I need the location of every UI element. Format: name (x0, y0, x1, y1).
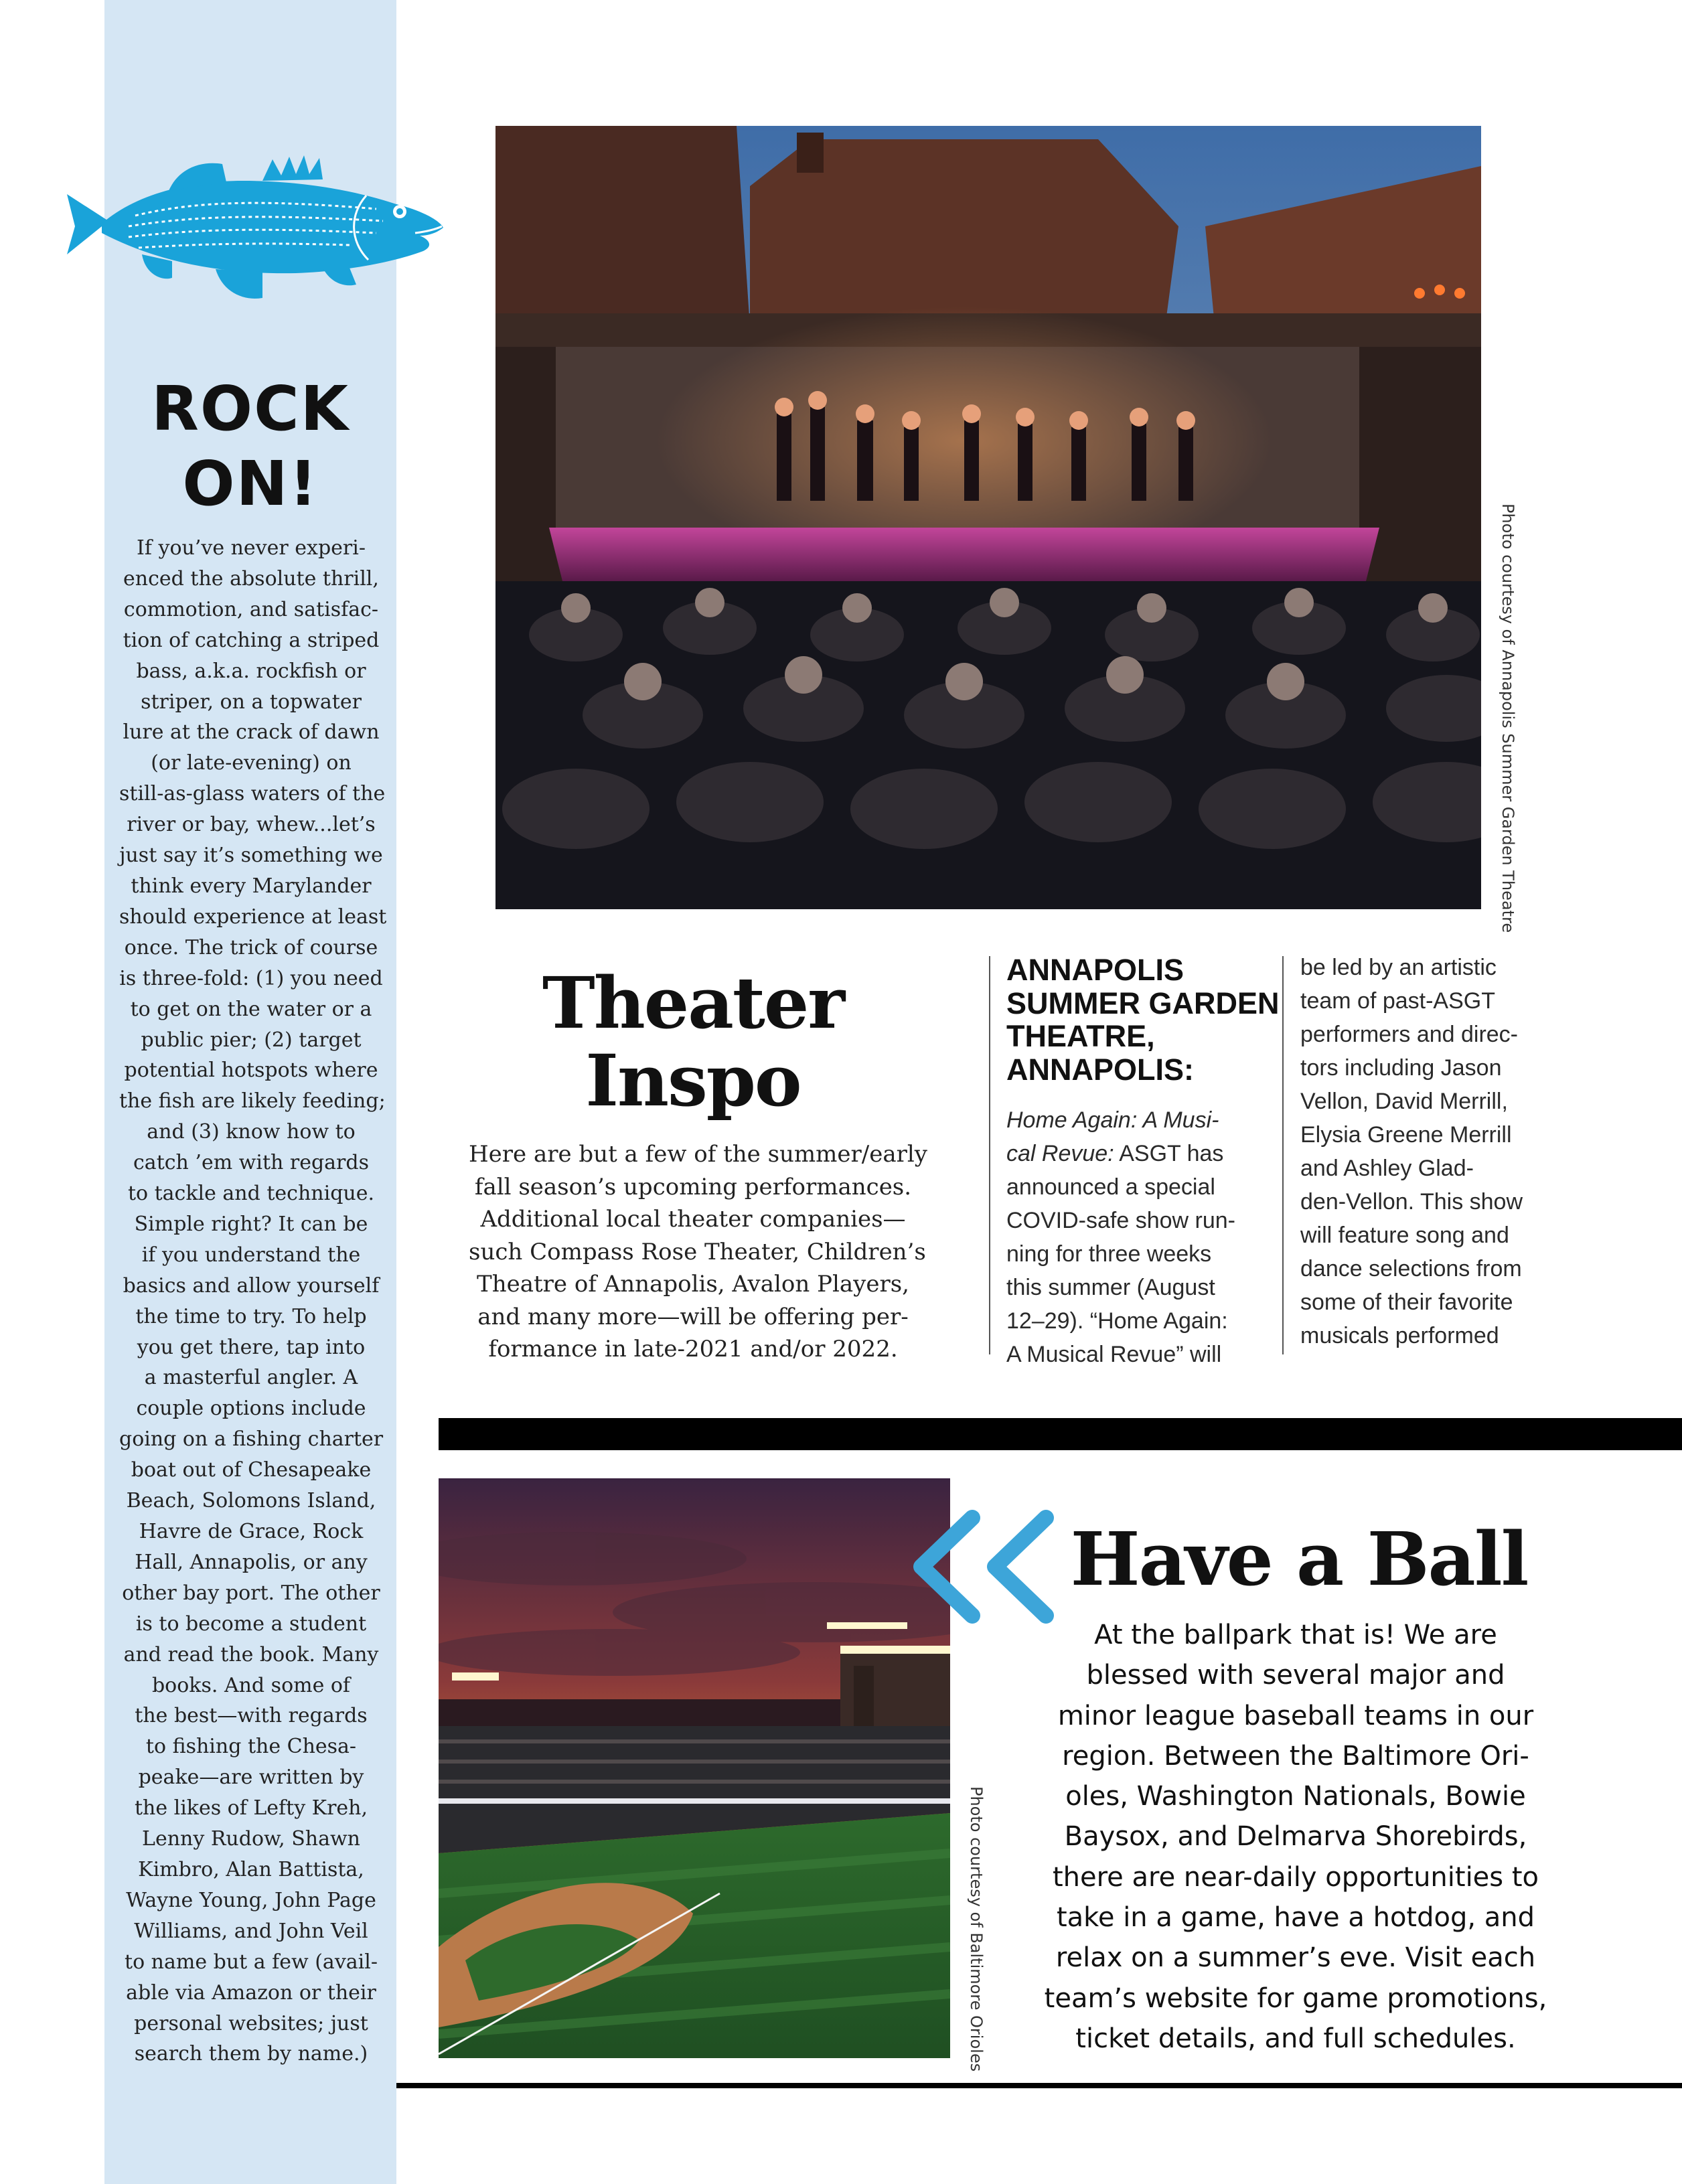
body-line: if you understand the (141, 1243, 361, 1267)
listing-line: Vellon, David Merrill, (1300, 1089, 1508, 1114)
body-line: to get on the water or a (130, 997, 372, 1021)
body-line: (or late-evening) on (151, 751, 352, 775)
heading-line: ANNAPOLIS: (1006, 1052, 1194, 1087)
body-line: personal websites; just (134, 2011, 368, 2035)
body-line: Baysox, and Delmarva Shorebirds, (1064, 1821, 1527, 1853)
listing-line: be led by an artistic (1300, 955, 1497, 980)
baseball-photo-credit: Photo courtesy of Baltimore Orioles (967, 1786, 986, 2072)
have-a-ball-title: Have a Ball (1070, 1516, 1528, 1602)
title-line: Inspo (585, 1038, 801, 1122)
body-line: Simple right? It can be (134, 1212, 368, 1236)
theater-photo-credit: Photo courtesy of Annapolis Summer Garden Theatre (1499, 503, 1517, 933)
body-line: there are near-daily opportunities to (1052, 1861, 1539, 1893)
listing-line: and Ashley Glad- (1300, 1156, 1474, 1181)
body-line: search them by name.) (134, 2042, 368, 2066)
body-line: potential hotspots where (124, 1059, 378, 1083)
show-title: Home Again: A Musi- (1006, 1107, 1219, 1133)
body-line: tion of catching a striped (123, 628, 380, 652)
show-title-line (1006, 1103, 1288, 1137)
listing-line: ning for three weeks (1006, 1241, 1212, 1267)
body-line: Williams, and John Veil (134, 1919, 368, 1943)
body-line: the fish are likely feeding; (119, 1089, 386, 1113)
body-line: river or bay, whew...let’s (127, 813, 376, 837)
body-line: Kimbro, Alan Battista, (138, 1857, 364, 1881)
body-line: to tackle and technique. (127, 1182, 375, 1206)
body-line: you get there, tap into (137, 1335, 366, 1359)
intro-line: such Compass Rose Theater, Children’s (469, 1238, 926, 1265)
listing-line: some of their favorite (1300, 1290, 1513, 1315)
body-line: and read the book. Many (123, 1642, 379, 1666)
theater-photo-art (495, 126, 1481, 909)
body-line: able via Amazon or their (126, 1980, 376, 2005)
body-line: books. And some of (151, 1673, 351, 1697)
title-line: ON! (182, 448, 319, 520)
body-line: once. The trick of course (124, 935, 378, 959)
body-line: the best—with regards (135, 1704, 368, 1728)
body-line: public pier; (2) target (141, 1028, 362, 1052)
intro-line: formance in late-2021 and/or 2022. (488, 1336, 898, 1362)
body-line: just say it’s something we (119, 844, 383, 868)
body-line: region. Between the Baltimore Ori- (1062, 1740, 1529, 1772)
intro-line: and many more—will be offering per- (477, 1303, 909, 1330)
listing-line: 12–29). “Home Again: (1006, 1308, 1228, 1334)
listing-line: team of past-ASGT (1300, 988, 1495, 1014)
body-line: lure at the crack of dawn (123, 720, 380, 745)
listing-line: announced a special (1006, 1174, 1215, 1200)
body-line: If you’ve never experi- (137, 536, 366, 560)
body-line: boat out of Chesapeake (131, 1458, 372, 1482)
listing-line: tors including Jason (1300, 1055, 1502, 1081)
intro-line: Theatre of Annapolis, Avalon Players, (477, 1271, 909, 1298)
body-line: catch ’em with regards (133, 1151, 369, 1175)
body-line: couple options include (136, 1397, 366, 1421)
body-line: oles, Washington Nationals, Bowie (1065, 1781, 1526, 1812)
bottom-rule (396, 2083, 1682, 2088)
intro-line: Additional local theater companies— (480, 1206, 906, 1233)
body-line: is to become a student (135, 1612, 367, 1636)
body-line: striper, on a topwater (141, 690, 362, 714)
listing-line: A Musical Revue” will (1006, 1342, 1222, 1367)
section-divider-band (439, 1418, 1682, 1450)
asgt-listing-column-2 (1300, 951, 1595, 1352)
body-line: peake—are written by (138, 1766, 364, 1790)
body-line: Wayne Young, John Page (126, 1888, 376, 1912)
body-line: blessed with several major and (1086, 1660, 1505, 1691)
asgt-listing-column-1 (1006, 1103, 1288, 1371)
body-line: bass, a.k.a. rockfish or (136, 659, 366, 683)
listing-line: Elysia Greene Merrill (1300, 1122, 1512, 1148)
theater-stage-photo (495, 126, 1481, 909)
body-line: Lenny Rudow, Shawn (142, 1827, 360, 1851)
body-line: Havre de Grace, Rock (139, 1520, 364, 1543)
column-rule (989, 956, 990, 1354)
body-line: Hall, Annapolis, or any (135, 1550, 368, 1574)
heading-line: SUMMER GARDEN (1006, 986, 1280, 1020)
listing-line: will feature song and (1300, 1223, 1509, 1248)
body-line: is three-fold: (1) you need (119, 966, 383, 990)
body-line: commotion, and satisfac- (123, 597, 379, 621)
body-line: going on a fishing charter (119, 1427, 384, 1452)
heading-line: ANNAPOLIS (1006, 953, 1184, 987)
body-line: should experience at least (119, 905, 387, 929)
body-line: the likes of Lefty Kreh, (134, 1796, 368, 1820)
body-line: basics and allow yourself (123, 1273, 380, 1298)
listing-line: COVID-safe show run- (1006, 1208, 1235, 1233)
body-line: the time to try. To help (135, 1304, 367, 1328)
body-line: relax on a summer’s eve. Visit each (1055, 1942, 1536, 1974)
body-line: to name but a few (avail- (125, 1950, 378, 1974)
rock-on-title (104, 372, 396, 522)
body-line: a masterful angler. A (144, 1366, 358, 1390)
listing-line: dance selections from (1300, 1256, 1522, 1281)
rock-on-body (119, 533, 387, 2070)
ballpark-photo-art (439, 1478, 950, 2058)
body-line: take in a game, have a hotdog, and (1056, 1902, 1535, 1934)
title-line: Theater (542, 961, 844, 1044)
listing-line: performers and direc- (1300, 1022, 1519, 1047)
body-line: think every Marylander (131, 874, 372, 898)
ballpark-sunset-photo (439, 1478, 950, 2058)
body-line: ticket details, and full schedules. (1075, 2023, 1516, 2054)
title-line: ROCK (151, 373, 350, 445)
listing-line: musicals performed (1300, 1323, 1499, 1348)
body-line: Beach, Solomons Island, (126, 1489, 376, 1513)
theater-inspo-title (495, 961, 891, 1122)
listing-line: this summer (August (1006, 1275, 1215, 1300)
body-line: still-as-glass waters of the (119, 782, 386, 806)
body-line: minor league baseball teams in our (1057, 1700, 1534, 1731)
theater-intro-text (469, 1138, 927, 1366)
show-title-line (1006, 1137, 1288, 1170)
body-line: team’s website for game promotions, (1044, 1982, 1547, 2014)
body-line: At the ballpark that is! We are (1094, 1620, 1497, 1650)
show-title: cal Revue: (1006, 1141, 1114, 1166)
body-line: to fishing the Chesa- (145, 1735, 357, 1759)
body-line: enced the absolute thrill, (123, 566, 379, 591)
body-line: and (3) know how to (147, 1120, 356, 1144)
intro-line: fall season’s upcoming performances. (474, 1173, 912, 1200)
body-line: other bay port. The other (122, 1581, 380, 1605)
asgt-listing-heading (1006, 953, 1288, 1086)
heading-line: THEATRE, (1006, 1019, 1155, 1053)
listing-text: ASGT has (1114, 1141, 1224, 1166)
intro-line: Here are but a few of the summer/early (469, 1141, 927, 1168)
have-a-ball-body (1028, 1615, 1563, 2059)
listing-line: den-Vellon. This show (1300, 1189, 1523, 1215)
striped-bass-fish-icon (62, 154, 445, 308)
